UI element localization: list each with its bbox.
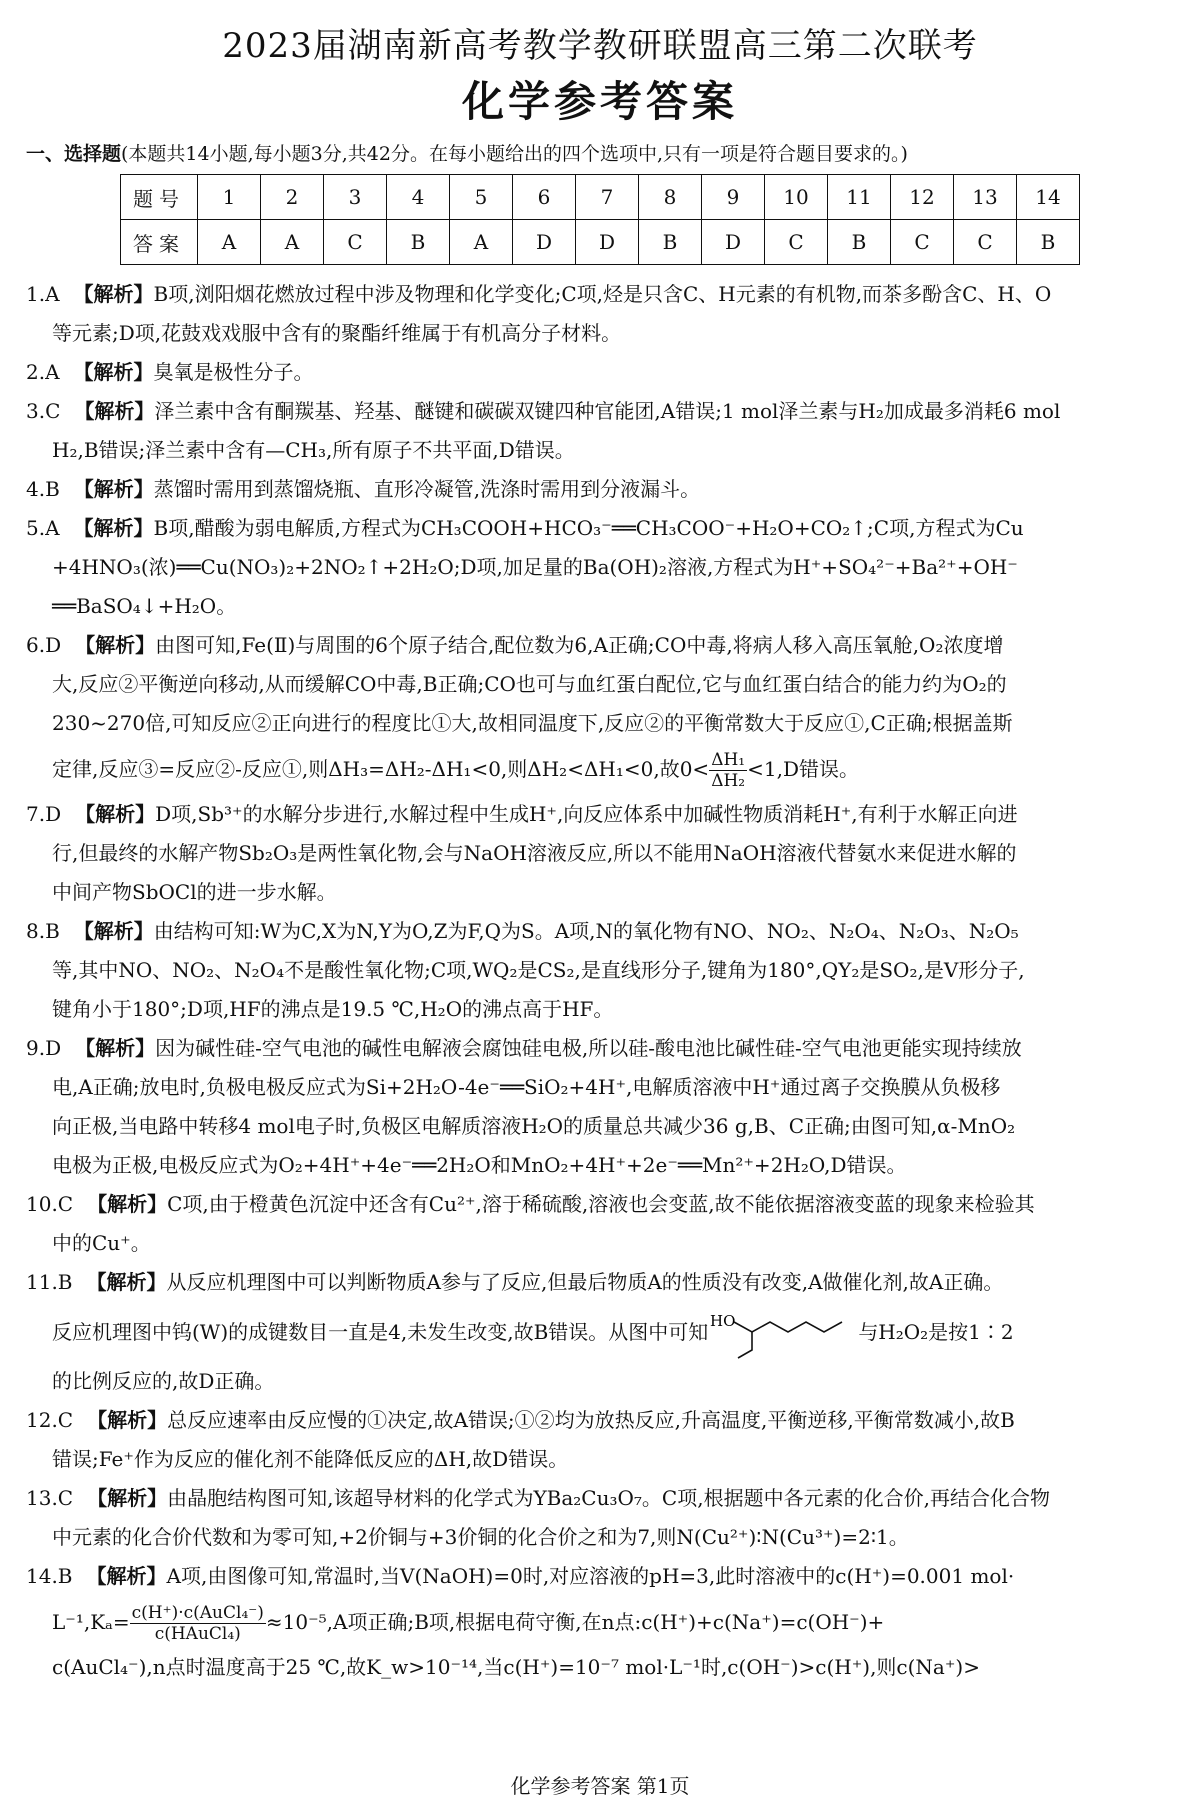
answer-cell: D: [702, 220, 765, 265]
answer-cell: B: [1017, 220, 1080, 265]
answer-cell: B: [387, 220, 450, 265]
answer-cell: A: [198, 220, 261, 265]
explanation-line: 从反应机理图中可以判断物质A参与了反应,但最后物质A的性质没有改变,A做催化剂,故A正确。: [166, 1270, 1004, 1294]
explanation-14: [26, 1557, 1174, 1687]
answer-cell: C: [324, 220, 387, 265]
explanation-line: 电,A正确;放电时,负极电极反应式为Si+2H₂O-4e⁻══SiO₂+4H⁺,电解质溶液中H⁺通过离子交换膜从负极移: [52, 1075, 1001, 1099]
question-number: 1.A: [26, 282, 60, 306]
explanation-7: [26, 795, 1174, 912]
analysis-tag: 【解析】: [86, 1564, 167, 1588]
explanation-line: [26, 1596, 1174, 1648]
answer-cell: A: [261, 220, 324, 265]
analysis-tag: 【解析】: [75, 1036, 156, 1060]
fraction-numerator: ΔH₁: [711, 750, 746, 770]
number-cell: 8: [639, 175, 702, 220]
question-number: 12.C: [26, 1408, 74, 1432]
explanation-4: [26, 470, 1174, 509]
analysis-tag: 【解析】: [73, 919, 154, 943]
analysis-tag: 【解析】: [86, 1270, 167, 1294]
explanation-line: 总反应速率由反应慢的①决定,故A错误;①②均为放热反应,升高温度,平衡逆移,平衡常数减小,故B: [167, 1408, 1015, 1432]
question-number: 10.C: [26, 1192, 74, 1216]
analysis-tag: 【解析】: [74, 399, 155, 423]
formula-text: 定律,反应③=反应②-反应①,则ΔH₃=ΔH₂-ΔH₁<0,则ΔH₂<ΔH₁<0,故0<: [52, 757, 710, 781]
number-cell: 1: [198, 175, 261, 220]
question-number: 9.D: [26, 1036, 62, 1060]
analysis-tag: 【解析】: [87, 1408, 168, 1432]
fraction-numerator: c(H⁺)·c(AuCl₄⁻): [131, 1603, 264, 1623]
formula-text: L⁻¹,Kₐ=: [52, 1610, 130, 1634]
answer-cell: D: [576, 220, 639, 265]
page-footer: 化学参考答案 第1页: [510, 1774, 690, 1798]
question-number: 13.C: [26, 1486, 74, 1510]
question-number: 7.D: [26, 802, 62, 826]
explanation-line: 由晶胞结构图可知,该超导材料的化学式为YBa₂Cu₃O₇。C项,根据题中各元素的化合价,再结合化合物: [167, 1486, 1050, 1510]
explanation-1: [26, 275, 1174, 353]
explanation-line: 230~270倍,可知反应②正向进行的程度比①大,故相同温度下,反应②的平衡常数大于反应①,C正确;根据盖斯: [52, 711, 1013, 735]
number-cell: 7: [576, 175, 639, 220]
number-cell: 13: [954, 175, 1017, 220]
number-cell: 9: [702, 175, 765, 220]
explanation-line: D项,Sb³⁺的水解分步进行,水解过程中生成H⁺,向反应体系中加碱性物质消耗H⁺,有利于水解正向进: [155, 802, 1018, 826]
explanation-11: [26, 1263, 1174, 1401]
answer-cell: C: [954, 220, 1017, 265]
explanation-line: ══BaSO₄↓+H₂O。: [52, 594, 237, 618]
analysis-tag: 【解析】: [73, 282, 154, 306]
explanation-line: A项,由图像可知,常温时,当V(NaOH)=0时,对应溶液的pH=3,此时溶液中的c(H⁺)=0.001 mol·: [166, 1564, 1015, 1588]
explanation-line: 中元素的化合价代数和为零可知,+2价铜与+3价铜的化合价之和为7,则N(Cu²⁺)∶N(Cu³⁺)=2∶1。: [52, 1525, 909, 1549]
number-cell: 5: [450, 175, 513, 220]
explanation-9: [26, 1029, 1174, 1185]
explanation-2: [26, 353, 1174, 392]
question-number: 14.B: [26, 1564, 73, 1588]
explanation-line: H₂,B错误;泽兰素中含有—CH₃,所有原子不共平面,D错误。: [52, 438, 575, 462]
explanation-6: [26, 626, 1174, 795]
answer-cell: D: [513, 220, 576, 265]
explanation-line: 中的Cu⁺。: [52, 1231, 151, 1255]
question-number: 2.A: [26, 360, 60, 384]
exam-title: 2023届湖南新高考教学教研联盟高三第二次联考: [222, 26, 978, 66]
explanation-line: 的比例反应的,故D正确。: [52, 1369, 275, 1393]
answer-cell: B: [828, 220, 891, 265]
fraction-denominator: ΔH₂: [711, 771, 746, 791]
explanation-line: c(AuCl₄⁻),n点时温度高于25 ℃,故K_w>10⁻¹⁴,当c(H⁺)=10⁻⁷ mol·L⁻¹时,c(OH⁻)>c(H⁺),则c(Na⁺)>: [52, 1655, 980, 1679]
explanation-line: C项,由于橙黄色沉淀中还含有Cu²⁺,溶于稀硫酸,溶液也会变蓝,故不能依据溶液变蓝的现象来检验其: [167, 1192, 1035, 1216]
answer-table: [120, 174, 1080, 265]
question-number: 8.B: [26, 919, 60, 943]
analysis-tag: 【解析】: [73, 360, 154, 384]
number-cell: 3: [324, 175, 387, 220]
analysis-tag: 【解析】: [73, 516, 154, 540]
number-cell: 2: [261, 175, 324, 220]
question-number: 11.B: [26, 1270, 73, 1294]
analysis-tag: 【解析】: [73, 477, 154, 501]
explanation-line: B项,醋酸为弱电解质,方程式为CH₃COOH+HCO₃⁻══CH₃COO⁻+H₂O+CO₂↑;C项,方程式为Cu: [153, 516, 1024, 540]
section-heading: [26, 139, 1174, 166]
molecule-branch: [738, 1332, 752, 1358]
number-cell: 6: [513, 175, 576, 220]
explanation-12: [26, 1401, 1174, 1479]
molecule-structure-icon: [708, 1306, 858, 1362]
explanation-10: [26, 1185, 1174, 1263]
number-cell: 11: [828, 175, 891, 220]
explanation-line: 中间产物SbOCl的进一步水解。: [52, 880, 337, 904]
subject-title: 化学参考答案: [461, 77, 738, 126]
explanation-line: [26, 1302, 1174, 1362]
explanation-line: 等,其中NO、NO₂、N₂O₄不是酸性氧化物;C项,WQ₂是CS₂,是直线形分子,键角为180°,QY₂是SO₂,是V形分子,: [52, 958, 1025, 982]
explanation-line: 泽兰素中含有酮羰基、羟基、醚键和碳碳双键四种官能团,A错误;1 mol泽兰素与H₂加成最多消耗6 mol: [154, 399, 1061, 423]
formula-text: 反应机理图中钨(W)的成键数目一直是4,未发生改变,故B错误。从图中可知: [52, 1320, 709, 1344]
explanation-5: [26, 509, 1174, 626]
analysis-tag: 【解析】: [87, 1486, 168, 1510]
explanation-line: 蒸馏时需用到蒸馏烧瓶、直形冷凝管,洗涤时需用到分液漏斗。: [153, 477, 701, 501]
formula-text: <1,D错误。: [747, 757, 859, 781]
row-label-number: 题号: [121, 175, 198, 220]
formula-text: ≈10⁻⁵,A项正确;B项,根据电荷守衡,在n点:c(H⁺)+c(Na⁺)=c(OH⁻)+: [265, 1610, 885, 1634]
explanation-line: 因为碱性硅-空气电池的碱性电解液会腐蚀硅电极,所以硅-酸电池比碱性硅-空气电池更能实现持续放: [155, 1036, 1022, 1060]
number-cell: 4: [387, 175, 450, 220]
row-label-answer: 答案: [121, 220, 198, 265]
fraction: [130, 1603, 266, 1644]
question-number: 4.B: [26, 477, 60, 501]
explanation-line: 向正极,当电路中转移4 mol电子时,负极区电解质溶液H₂O的质量总共减少36 g,B、C正确;由图可知,α-MnO₂: [52, 1114, 1016, 1138]
answer-cell: B: [639, 220, 702, 265]
explanation-line: +4HNO₃(浓)══Cu(NO₃)₂+2NO₂↑+2H₂O;D项,加足量的Ba(OH)₂溶液,方程式为H⁺+SO₄²⁻+Ba²⁺+OH⁻: [52, 555, 1018, 579]
molecule-ho-label: HO: [710, 1311, 736, 1330]
section-label: 一、选择题: [26, 143, 122, 165]
explanation-line: 键角小于180°;D项,HF的沸点是19.5 ℃,H₂O的沸点高于HF。: [52, 997, 614, 1021]
formula-text: 与H₂O₂是按1∶2: [858, 1320, 1014, 1344]
explanation-line: 电极为正极,电极反应式为O₂+4H⁺+4e⁻══2H₂O和MnO₂+4H⁺+2e⁻══Mn²⁺+2H₂O,D错误。: [52, 1153, 907, 1177]
analysis-tag: 【解析】: [75, 633, 156, 657]
number-cell: 12: [891, 175, 954, 220]
explanation-line: 大,反应②平衡逆向移动,从而缓解CO中毒,B正确;CO也可与血红蛋白配位,它与血红蛋白结合的能力约为O₂的: [52, 672, 1007, 696]
fraction: [709, 750, 747, 791]
analysis-tag: 【解析】: [87, 1192, 168, 1216]
question-number: 3.C: [26, 399, 61, 423]
molecule-chain: [734, 1322, 842, 1332]
explanation-8: [26, 912, 1174, 1029]
explanation-line: [26, 743, 1174, 795]
section-note: (本题共14小题,每小题3分,共42分。在每小题给出的四个选项中,只有一项是符合题目要求的。): [121, 143, 908, 165]
explanation-3: [26, 392, 1174, 470]
answer-cell: C: [891, 220, 954, 265]
answer-cell: C: [765, 220, 828, 265]
answer-cell: A: [450, 220, 513, 265]
number-cell: 14: [1017, 175, 1080, 220]
explanation-line: 臭氧是极性分子。: [153, 360, 314, 384]
explanation-line: 由结构可知:W为C,X为N,Y为O,Z为F,Q为S。A项,N的氧化物有NO、NO₂、N₂O₄、N₂O₃、N₂O₅: [153, 919, 1019, 943]
answer-table-answer-row: [121, 220, 1080, 265]
number-cell: 10: [765, 175, 828, 220]
question-number: 5.A: [26, 516, 60, 540]
explanation-line: B项,浏阳烟花燃放过程中涉及物理和化学变化;C项,烃是只含C、H元素的有机物,而茶多酚含C、H、O: [153, 282, 1052, 306]
question-number: 6.D: [26, 633, 62, 657]
explanation-line: 错误;Fe⁺作为反应的催化剂不能降低反应的ΔH,故D错误。: [52, 1447, 569, 1471]
explanation-13: [26, 1479, 1174, 1557]
fraction-denominator: c(HAuCl₄): [154, 1624, 241, 1644]
answer-table-number-row: [121, 175, 1080, 220]
analysis-tag: 【解析】: [75, 802, 156, 826]
explanation-line: 等元素;D项,花鼓戏戏服中含有的聚酯纤维属于有机高分子材料。: [52, 321, 622, 345]
explanation-line: 行,但最终的水解产物Sb₂O₃是两性氧化物,会与NaOH溶液反应,所以不能用NaOH溶液代替氨水来促进水解的: [52, 841, 1017, 865]
explanation-line: 由图可知,Fe(Ⅱ)与周围的6个原子结合,配位数为6,A正确;CO中毒,将病人移入高压氧舱,O₂浓度增: [155, 633, 1004, 657]
